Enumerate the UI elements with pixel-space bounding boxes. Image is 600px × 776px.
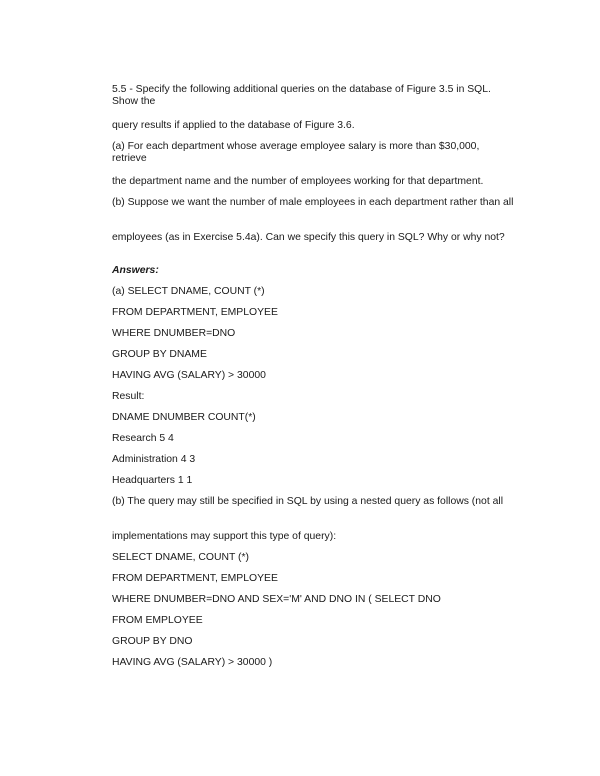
question-b-line-1: (b) Suppose we want the number of male employees in each department rather than all bbox=[112, 197, 514, 208]
result-row-administration: Administration 4 3 bbox=[112, 454, 196, 465]
question-a-line-2: the department name and the number of employees working for that department. bbox=[112, 176, 484, 187]
sql-b-subquery-group-by: GROUP BY DNO bbox=[112, 636, 193, 647]
sql-a-where: WHERE DNUMBER=DNO bbox=[112, 328, 236, 339]
result-row-headquarters: Headquarters 1 1 bbox=[112, 475, 193, 486]
answer-b-line-2: implementations may support this type of query): bbox=[112, 531, 337, 542]
sql-a-select: (a) SELECT DNAME, COUNT (*) bbox=[112, 286, 265, 297]
sql-a-having: HAVING AVG (SALARY) > 30000 bbox=[112, 370, 266, 381]
result-label: Result: bbox=[112, 391, 145, 402]
question-b-line-2: employees (as in Exercise 5.4a). Can we specify this query in SQL? Why or why not? bbox=[112, 232, 505, 243]
sql-b-from: FROM DEPARTMENT, EMPLOYEE bbox=[112, 573, 278, 584]
question-5-5-line-1: 5.5 - Specify the following additional queries on the database of Figure 3.5 in SQL. Show the bbox=[112, 84, 491, 107]
sql-b-where: WHERE DNUMBER=DNO AND SEX='M' AND DNO IN ( SELECT DNO bbox=[112, 594, 441, 605]
sql-b-subquery-from: FROM EMPLOYEE bbox=[112, 615, 203, 626]
sql-a-from: FROM DEPARTMENT, EMPLOYEE bbox=[112, 307, 278, 318]
question-5-5-line-2: query results if applied to the database of Figure 3.6. bbox=[112, 120, 355, 131]
question-a-line-1: (a) For each department whose average employee salary is more than $30,000, retrieve bbox=[112, 141, 480, 164]
result-row-research: Research 5 4 bbox=[112, 433, 174, 444]
result-header-row: DNAME DNUMBER COUNT(*) bbox=[112, 412, 256, 423]
answer-b-line-1: (b) The query may still be specified in SQL by using a nested query as follows (not all bbox=[112, 496, 503, 507]
sql-b-subquery-having: HAVING AVG (SALARY) > 30000 ) bbox=[112, 657, 273, 668]
sql-b-select: SELECT DNAME, COUNT (*) bbox=[112, 552, 250, 563]
answers-heading: Answers: bbox=[112, 265, 159, 276]
sql-a-group-by: GROUP BY DNAME bbox=[112, 349, 207, 360]
